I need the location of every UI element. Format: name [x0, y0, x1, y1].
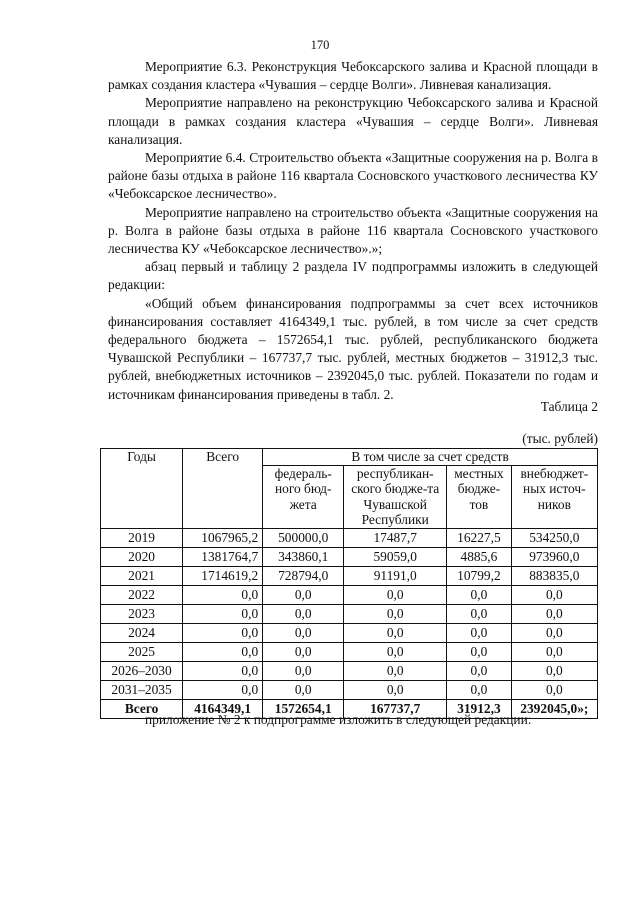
cell-year: 2020	[101, 547, 183, 566]
paragraph-event-6-3-description: Мероприятие направлено на реконструкцию Чебоксарского залива и Красной площади в рамках создания кластера «Чувашия – сердце Волги». Ливневая канализация.	[108, 95, 598, 147]
cell-value: 343860,1	[263, 547, 344, 566]
cell-value: 0,0	[447, 623, 511, 642]
cell-value: 0,0	[183, 661, 263, 680]
table-header-row	[101, 449, 598, 466]
table-body	[101, 528, 598, 718]
paragraph-event-6-4: Мероприятие 6.4. Строительство объекта «Защитные сооружения на р. Волга в районе базы отдыха в районе 116 квартала Сосновского участкового лесничества КУ «Чебоксарское лесничество».	[108, 150, 598, 202]
paragraph-appendix: приложение № 2 к подпрограмме изложить в следующей редакции:	[145, 712, 532, 727]
cell-value: 0,0	[344, 680, 447, 699]
cell-value: 1381764,7	[183, 547, 263, 566]
cell-total-value: 167737,7	[344, 699, 447, 718]
paragraph-event-6-3: Мероприятие 6.3. Реконструкция Чебоксарского залива и Красной площади в рамках создания кластера «Чувашия – сердце Волги». Ливневая канализация.	[108, 59, 598, 93]
cell-value: 91191,0	[344, 566, 447, 585]
cell-value: 500000,0	[263, 528, 344, 547]
header-years: Годы	[101, 449, 183, 529]
header-extra: внебюджет-ных источ-ников	[511, 465, 597, 528]
cell-value: 0,0	[344, 604, 447, 623]
table-row	[101, 566, 598, 585]
paragraph-event-6-4-description: Мероприятие направлено на строительство объекта «Защитные сооружения на р. Волга в районе базы отдыха в районе 116 квартала Сосновского участкового лесничества КУ «Чебоксарское лесничество».»;	[108, 204, 598, 257]
cell-year: 2025	[101, 642, 183, 661]
cell-value: 0,0	[263, 661, 344, 680]
table-row	[101, 528, 598, 547]
cell-value: 0,0	[183, 604, 263, 623]
cell-total-value: 31912,3	[447, 699, 511, 718]
table-row	[101, 547, 598, 566]
cell-year: 2019	[101, 528, 183, 547]
cell-year: 2026–2030	[101, 661, 183, 680]
cell-value: 0,0	[447, 680, 511, 699]
table-row	[101, 585, 598, 604]
table-row	[101, 661, 598, 680]
cell-value: 0,0	[344, 585, 447, 604]
cell-value: 0,0	[183, 585, 263, 604]
cell-value: 0,0	[511, 623, 597, 642]
cell-value: 728794,0	[263, 566, 344, 585]
table-caption: Таблица 2	[540, 399, 598, 414]
cell-value: 1067965,2	[183, 528, 263, 547]
cell-value: 0,0	[183, 680, 263, 699]
table-row	[101, 680, 598, 699]
cell-value: 1714619,2	[183, 566, 263, 585]
funding-table	[100, 448, 598, 719]
cell-value: 0,0	[447, 604, 511, 623]
paragraph-amendment: абзац первый и таблицу 2 раздела IV подпрограммы изложить в следующей редакции:	[108, 259, 598, 293]
cell-total-value: 2392045,0»;	[511, 699, 597, 718]
header-federal: федераль-ного бюд-жета	[263, 465, 344, 528]
cell-value: 0,0	[263, 585, 344, 604]
cell-value: 16227,5	[447, 528, 511, 547]
cell-value: 4885,6	[447, 547, 511, 566]
cell-value: 0,0	[447, 642, 511, 661]
table-row	[101, 642, 598, 661]
cell-value: 0,0	[183, 623, 263, 642]
header-local: местных бюдже-тов	[447, 465, 511, 528]
cell-value: 0,0	[511, 661, 597, 680]
cell-value: 0,0	[344, 642, 447, 661]
cell-year: 2031–2035	[101, 680, 183, 699]
cell-value: 0,0	[263, 604, 344, 623]
cell-value: 59059,0	[344, 547, 447, 566]
cell-value: 0,0	[263, 642, 344, 661]
cell-value: 0,0	[344, 623, 447, 642]
cell-value: 0,0	[511, 680, 597, 699]
cell-value: 10799,2	[447, 566, 511, 585]
cell-value: 0,0	[447, 661, 511, 680]
cell-value: 0,0	[263, 623, 344, 642]
table-row	[101, 623, 598, 642]
cell-value: 0,0	[511, 585, 597, 604]
table-units: (тыс. рублей)	[522, 431, 598, 446]
cell-value: 0,0	[511, 604, 597, 623]
header-republic: республикан-ского бюдже-та Чувашской Республики	[344, 465, 447, 528]
cell-total-label: Всего	[101, 699, 183, 718]
cell-total-value: 4164349,1	[183, 699, 263, 718]
cell-value: 534250,0	[511, 528, 597, 547]
cell-value: 0,0	[344, 661, 447, 680]
cell-value: 0,0	[263, 680, 344, 699]
cell-value: 17487,7	[344, 528, 447, 547]
cell-value: 0,0	[183, 642, 263, 661]
page-number: 170	[310, 38, 330, 52]
cell-value: 883835,0	[511, 566, 597, 585]
document-body	[108, 58, 598, 404]
cell-year: 2022	[101, 585, 183, 604]
table-row	[101, 604, 598, 623]
cell-year: 2021	[101, 566, 183, 585]
header-total: Всего	[183, 449, 263, 529]
paragraph-funding-summary: «Общий объем финансирования подпрограммы за счет всех источников финансирования составляет 4164349,1 тыс. рублей, в том числе за счет средств федерального бюджета – 1572654,1 тыс. рублей, республиканского бюджета Чувашской Республики – 167737,7 тыс. рублей, местных бюджетов – 31912,3 тыс. рублей, внебюджетных источников – 2392045,0 тыс. рублей. Показатели по годам и источникам финансирования приведены в табл. 2.	[108, 295, 598, 402]
cell-value: 0,0	[447, 585, 511, 604]
cell-year: 2023	[101, 604, 183, 623]
cell-value: 0,0	[511, 642, 597, 661]
cell-value: 973960,0	[511, 547, 597, 566]
header-group: В том числе за счет средств	[263, 449, 598, 466]
cell-year: 2024	[101, 623, 183, 642]
cell-total-value: 1572654,1	[263, 699, 344, 718]
